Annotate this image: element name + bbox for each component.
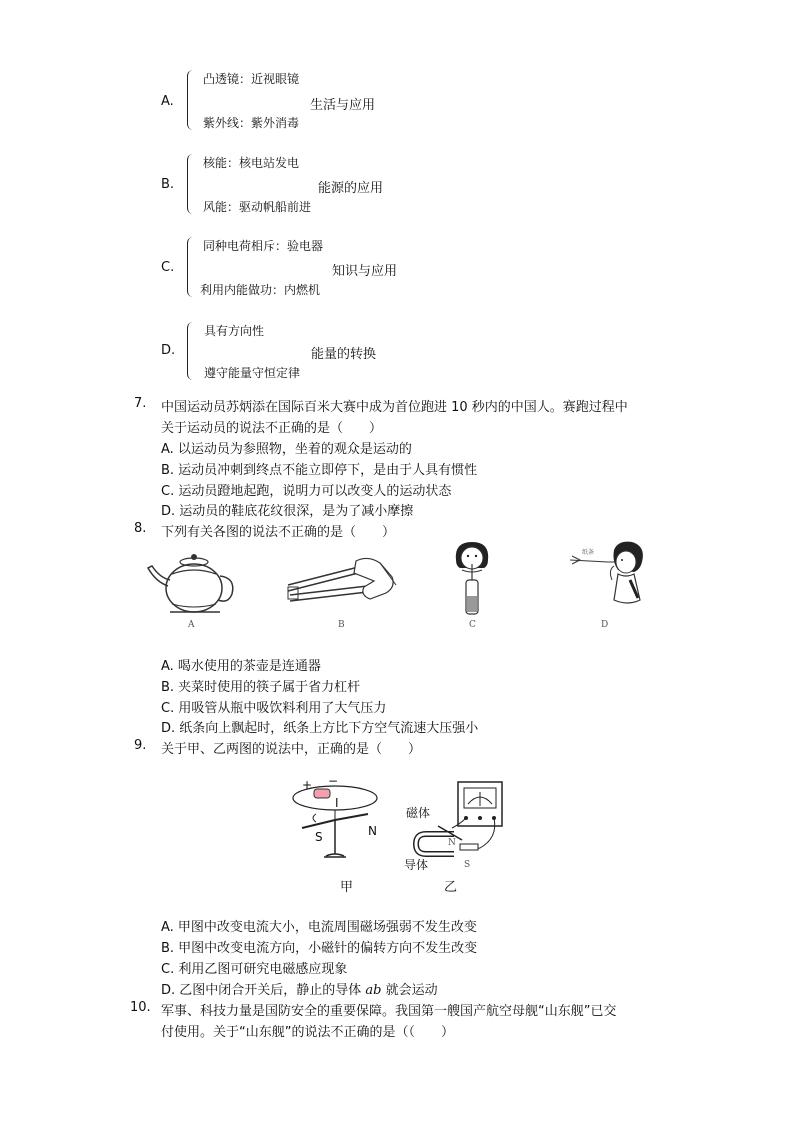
question-stem: 付使用。关于“山东舰”的说法不正确的是（（ ） xyxy=(161,1025,454,1040)
option-d: D. 纸条向上飘起时，纸条上方比下方空气流速大压强小 xyxy=(161,721,479,736)
option-c: C. 利用乙图可研究电磁感应现象 xyxy=(161,962,348,977)
brace xyxy=(187,70,196,130)
option-a: A. 以运动员为参照物，坐着的观众是运动的 xyxy=(161,442,412,457)
paper-strip-figure xyxy=(568,540,648,610)
option-c: C. 运动员蹬地起跑，说明力可以改变人的运动状态 xyxy=(161,484,452,499)
south-pole-label: S xyxy=(464,860,471,870)
option-d xyxy=(161,979,438,998)
north-pole-label: N xyxy=(368,824,377,838)
option-d-variable: ab xyxy=(365,983,382,998)
current-label: I xyxy=(335,796,339,810)
question-number: 10. xyxy=(130,1000,151,1015)
figure-caption: 甲 xyxy=(340,880,354,895)
brace-top-text: 同种电荷相斥：验电器 xyxy=(203,239,324,253)
brace xyxy=(187,237,196,297)
brace-bottom-text: 遵守能量守恒定律 xyxy=(204,366,301,380)
svg-text:纸条: 纸条 xyxy=(582,549,595,556)
teapot-figure xyxy=(142,548,242,618)
option-b: B. 夹菜时使用的筷子属于省力杠杆 xyxy=(161,680,361,695)
question-number: 9. xyxy=(134,738,147,753)
option-letter: D. xyxy=(161,343,176,358)
question-number: 8. xyxy=(134,521,147,536)
brace-bottom-text: 紫外线：紫外消毒 xyxy=(203,116,300,130)
figure-label: D xyxy=(601,620,609,630)
straw-bottle-figure xyxy=(448,540,498,618)
question-number: 7. xyxy=(134,396,147,411)
option-c: C. 用吸管从瓶中吸饮料利用了大气压力 xyxy=(161,701,387,716)
option-letter: B. xyxy=(161,177,175,192)
option-d-post: 就会运动 xyxy=(381,983,438,998)
brace-top-text: 凸透镜：近视眼镜 xyxy=(203,72,300,86)
minus-label: − xyxy=(328,774,339,788)
plus-label: + xyxy=(302,778,313,792)
option-letter: A. xyxy=(161,94,174,109)
option-d-pre: D. 乙图中闭合开关后，静止的导体 xyxy=(161,983,366,998)
figure-label: B xyxy=(338,620,345,630)
figure-caption: 乙 xyxy=(444,880,458,895)
brace-label: 知识与应用 xyxy=(332,264,398,279)
option-a: A. 甲图中改变电流大小，电流周围磁场强弱不发生改变 xyxy=(161,920,477,935)
conductor-label: 导体 xyxy=(404,858,429,872)
question-stem: 军事、科技力量是国防安全的重要保障。我国第一艘国产航空母舰“山东舰”已交 xyxy=(161,1004,617,1019)
question-stem: 中国运动员苏炳添在国际百米大赛中成为首位跑进 10 秒内的中国人。赛跑过程中 xyxy=(161,400,628,415)
option-b: B. 甲图中改变电流方向，小磁针的偏转方向不发生改变 xyxy=(161,941,478,956)
brace xyxy=(187,322,196,380)
brace-top-text: 具有方向性 xyxy=(204,324,265,338)
figure-label: C xyxy=(469,620,476,630)
chopsticks-figure xyxy=(284,555,399,610)
brace-label: 生活与应用 xyxy=(310,98,376,113)
brace-label: 能源的应用 xyxy=(318,181,384,196)
option-a: A. 喝水使用的茶壶是连通器 xyxy=(161,659,321,674)
figure-label: A xyxy=(188,620,195,630)
question-stem: 关于运动员的说法不正确的是（ ） xyxy=(161,421,383,436)
question-stem: 下列有关各图的说法不正确的是（ ） xyxy=(161,525,396,540)
option-letter: C. xyxy=(161,260,175,275)
brace-top-text: 核能：核电站发电 xyxy=(203,156,300,170)
south-pole-label: S xyxy=(315,830,323,844)
question-stem: 关于甲、乙两图的说法中，正确的是（ ） xyxy=(161,742,422,757)
option-b: B. 运动员冲刺到终点不能立即停下，是由于人具有惯性 xyxy=(161,463,478,478)
north-pole-label: N xyxy=(448,838,456,848)
option-d: D. 运动员的鞋底花纹很深，是为了减小摩擦 xyxy=(161,504,414,519)
brace-bottom-text: 风能：驱动帆船前进 xyxy=(203,200,312,214)
brace-label: 能量的转换 xyxy=(311,347,377,362)
brace-bottom-text: 利用内能做功：内燃机 xyxy=(200,283,321,297)
brace xyxy=(187,154,196,214)
magnet-label: 磁体 xyxy=(406,806,431,820)
